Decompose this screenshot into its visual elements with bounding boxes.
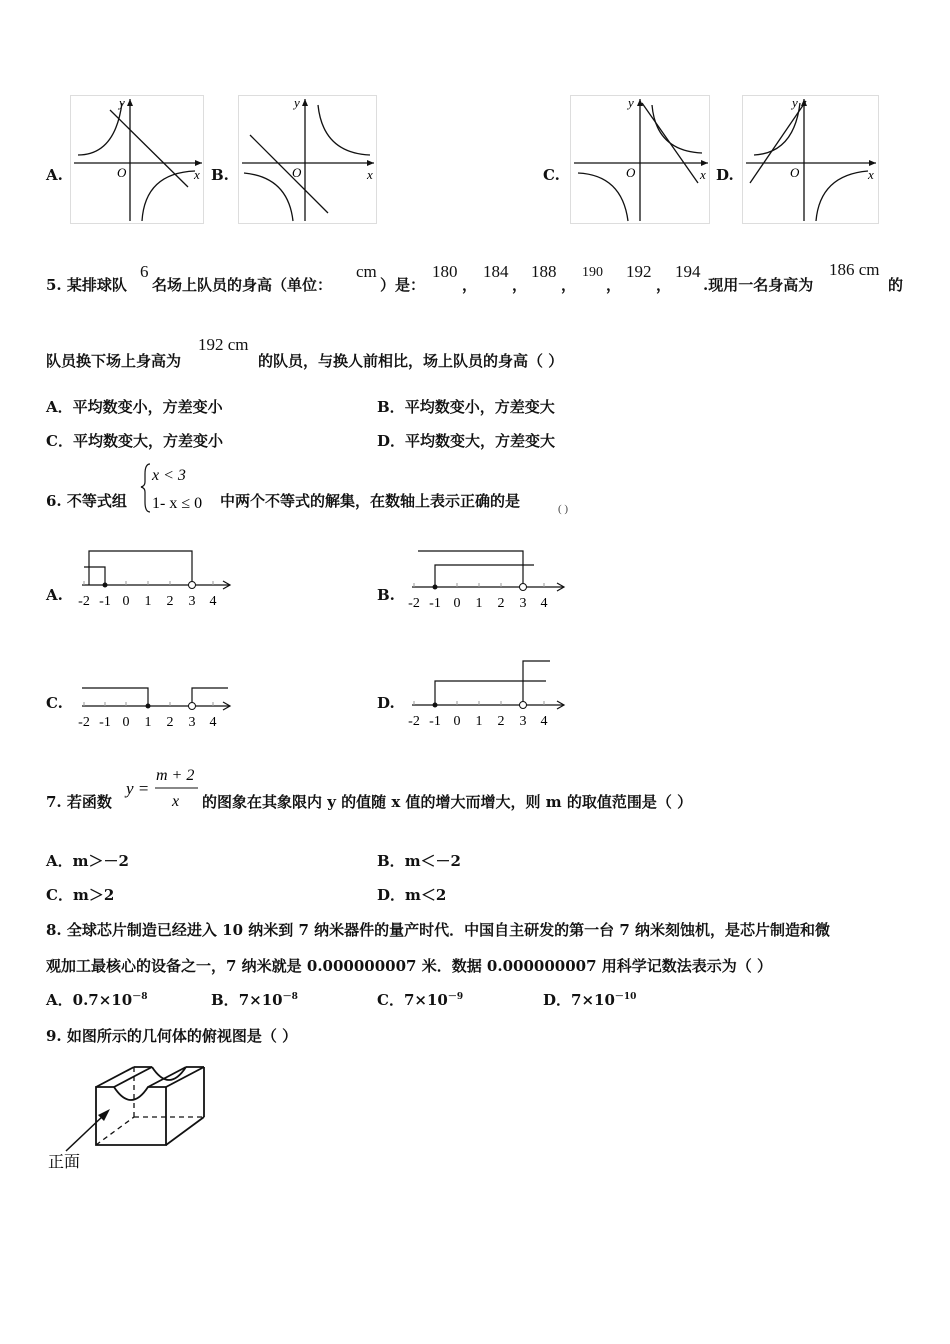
q8-question-line2: 观加工最核心的设备之一，7 纳米就是 0.000000007 米．数据 0.000000007 用科学记数法表示为（ ）: [46, 957, 772, 975]
q7-question: 7. 若函数: [46, 793, 112, 811]
tick-label: 3: [519, 714, 527, 729]
q5-option-d[interactable]: D．平均数变大，方差变大: [377, 432, 556, 450]
tick-label: 2: [497, 596, 505, 611]
tick-label: -1: [99, 594, 111, 609]
q6-text-2: 中两个不等式的解集，在数轴上表示正确的是: [220, 492, 521, 510]
q6-inequality-system: [140, 460, 220, 516]
q6-answer-paren: ( ): [558, 503, 569, 515]
tick-label: -1: [429, 596, 441, 611]
tick-label: 0: [122, 594, 130, 609]
q8-option-d[interactable]: D．$7\times 10^{-10}$: [543, 991, 637, 1009]
tick-label: 2: [497, 714, 505, 729]
tick-label: 0: [453, 714, 461, 729]
tick-label: 1: [144, 715, 152, 730]
comma: ，: [606, 276, 622, 294]
q5-text-5: 的: [888, 276, 904, 294]
inequality-2: 1- x ≤ 0: [152, 495, 203, 512]
q4-graph-c: [570, 95, 712, 225]
tick-label: 3: [188, 594, 196, 609]
q6-option-b-label: B.: [377, 586, 395, 604]
tick-label: -1: [429, 714, 441, 729]
formula-denominator: x: [172, 793, 180, 810]
origin-label: O: [626, 165, 636, 180]
q6-number-line-c: [76, 680, 236, 730]
x-axis-label: x: [194, 167, 200, 182]
q4-option-a-label: A.: [46, 166, 63, 184]
q6-option-c-label: C.: [46, 694, 63, 712]
q9-solid-figure: [44, 1055, 224, 1173]
q6-option-d-label: D.: [377, 694, 395, 712]
y-axis-label: y: [628, 95, 634, 110]
formula-numerator: m + 2: [156, 767, 195, 784]
x-axis-label: x: [868, 167, 874, 182]
q6-question: 6. 不等式组: [46, 492, 127, 510]
q4-option-c-label: C.: [543, 166, 560, 184]
tick-label: -1: [99, 715, 111, 730]
q8-option-b[interactable]: B．$7\times 10^{-8}$: [211, 991, 298, 1009]
origin-label: O: [790, 165, 800, 180]
origin-label: O: [292, 165, 302, 180]
tick-label: 3: [188, 715, 196, 730]
q8-option-c[interactable]: C．$7\times 10^{-9}$: [377, 991, 464, 1009]
q4-graph-d: [742, 95, 882, 225]
q4-graph-a: [70, 95, 210, 225]
y-axis-label: y: [119, 95, 125, 110]
tick-label: -2: [408, 596, 420, 611]
q4-option-b-label: B.: [211, 166, 229, 184]
q5-option-c[interactable]: C．平均数变大，方差变小: [46, 432, 223, 450]
q8-question: 8. 全球芯片制造已经进入 10 纳米到 7 纳米器件的量产时代．中国自主研发的第一台 7 纳米刻蚀机，是芯片制造和微: [46, 921, 830, 939]
tick-label: -2: [408, 714, 420, 729]
q5-question: 5. 某排球队: [46, 276, 127, 294]
tick-label: 0: [122, 715, 130, 730]
q7-option-d[interactable]: D．m＜2: [377, 886, 447, 904]
tick-label: 4: [540, 714, 548, 729]
q6-number-line-b: [406, 545, 572, 611]
tick-label: 4: [540, 596, 548, 611]
q8-option-a[interactable]: A．$0.7\times 10^{-8}$: [46, 991, 148, 1009]
q5-height-out: 192 cm: [198, 335, 249, 354]
q9-question: 9. 如图所示的几何体的俯视图是（ ）: [46, 1027, 298, 1045]
x-axis-label: x: [700, 167, 706, 182]
q7-option-c[interactable]: C．m＞2: [46, 886, 115, 904]
tick-label: -2: [78, 715, 90, 730]
q7-option-a[interactable]: A．m＞－2: [46, 852, 129, 870]
q7-function-formula: [122, 762, 202, 814]
y-axis-label: y: [792, 95, 798, 110]
q5-text-4: .现用一名身高为: [703, 276, 814, 294]
q5-text-7: 的队员，与换人前相比，场上队员的身高（ ）: [258, 352, 564, 370]
q6-number-line-d: [406, 655, 572, 730]
comma: ，: [512, 276, 528, 294]
origin-label: O: [117, 165, 127, 180]
q5-text-2: 名场上队员的身高（单位：: [152, 276, 333, 294]
front-label: 正面: [48, 1154, 81, 1171]
y-axis-label: y: [294, 95, 300, 110]
q5-option-a[interactable]: A．平均数变小，方差变小: [46, 398, 223, 416]
tick-label: 1: [475, 714, 483, 729]
tick-label: 4: [209, 715, 217, 730]
q5-height-in: 186 cm: [829, 260, 880, 279]
tick-label: 3: [519, 596, 527, 611]
inequality-1: x < 3: [152, 467, 186, 484]
q5-height-4: 190: [582, 265, 603, 280]
formula-y: y =: [126, 779, 150, 798]
q5-option-b[interactable]: B．平均数变小，方差变大: [377, 398, 555, 416]
q5-count: 6: [140, 262, 149, 281]
tick-label: 0: [453, 596, 461, 611]
comma: ，: [656, 276, 672, 294]
q5-height-3: 188: [531, 262, 557, 281]
q5-unit: cm: [356, 262, 377, 281]
q5-height-6: 194: [675, 262, 701, 281]
q6-number-line-a: [76, 545, 236, 611]
q5-text-3: ）是：: [380, 276, 426, 294]
q5-height-5: 192: [626, 262, 652, 281]
tick-label: 1: [144, 594, 152, 609]
comma: ，: [462, 276, 478, 294]
q7-option-b[interactable]: B．m＜－2: [377, 852, 461, 870]
x-axis-label: x: [367, 167, 373, 182]
q4-graph-b: [238, 95, 378, 225]
tick-label: 4: [209, 594, 217, 609]
q5-height-1: 180: [432, 262, 458, 281]
tick-label: 2: [166, 594, 174, 609]
tick-label: 2: [166, 715, 174, 730]
q6-option-a-label: A.: [46, 586, 63, 604]
q7-text-2: 的图象在其象限内 y 的值随 x 值的增大而增大，则 m 的取值范围是（ ）: [202, 793, 693, 811]
tick-label: -2: [78, 594, 90, 609]
q5-height-2: 184: [483, 262, 509, 281]
q5-text-6: 队员换下场上身高为: [46, 352, 182, 370]
tick-label: 1: [475, 596, 483, 611]
comma: ，: [561, 276, 577, 294]
q4-option-d-label: D.: [716, 166, 734, 184]
